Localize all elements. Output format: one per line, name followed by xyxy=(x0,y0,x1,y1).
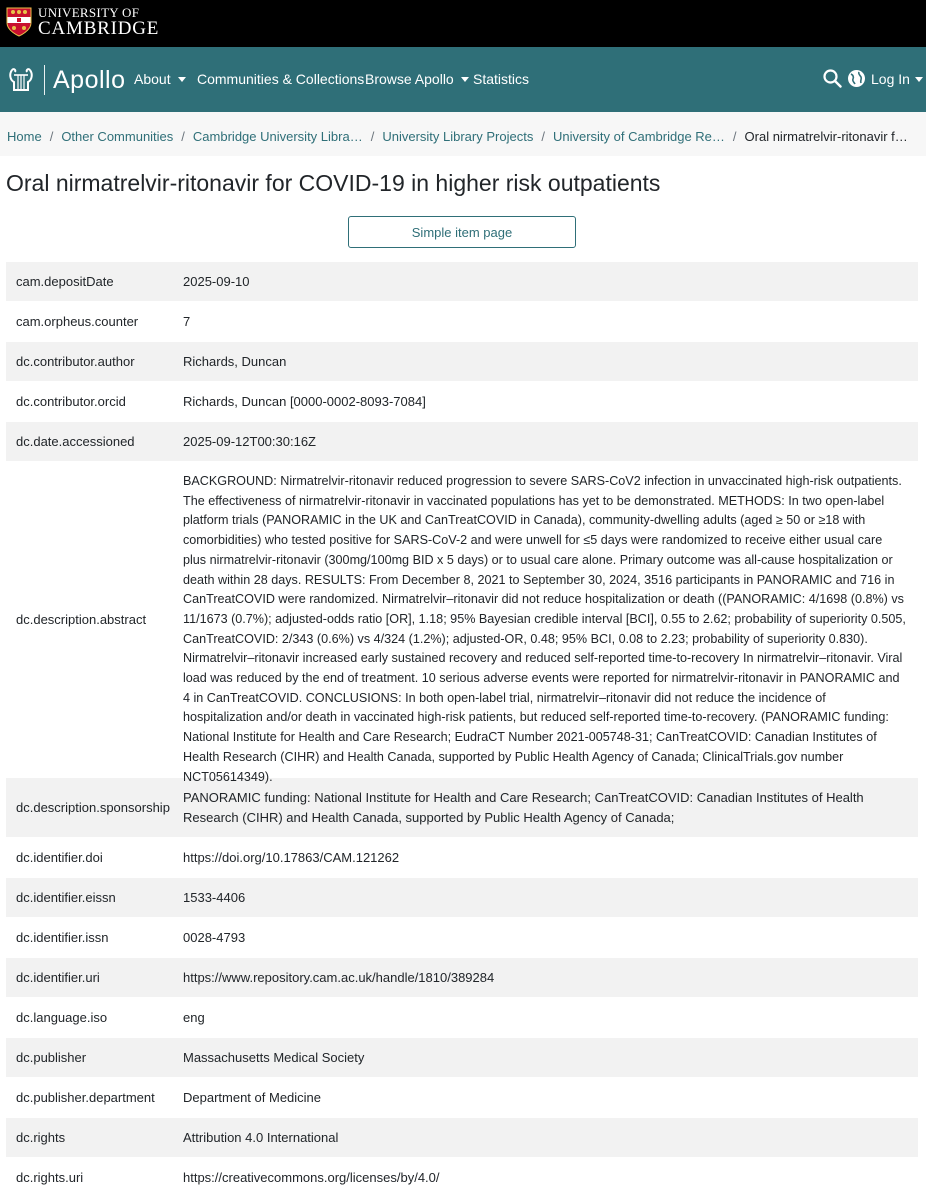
table-row xyxy=(6,1117,918,1157)
metadata-value: 0028-4793 xyxy=(183,930,246,945)
metadata-value: Richards, Duncan xyxy=(183,354,287,369)
metadata-key: dc.identifier.eissn xyxy=(16,890,116,905)
nav-communities-label: Communities & Collections xyxy=(197,71,365,87)
login-label: Log In xyxy=(871,71,910,87)
metadata-key: cam.orpheus.counter xyxy=(16,314,139,329)
simple-item-page-button[interactable]: Simple item page xyxy=(348,216,576,248)
table-row xyxy=(6,997,918,1037)
table-row xyxy=(6,917,918,957)
metadata-key: dc.publisher.department xyxy=(16,1090,155,1105)
breadcrumb-separator: / xyxy=(370,129,375,144)
chevron-down-icon xyxy=(178,77,186,82)
metadata-value: https://www.repository.cam.ac.uk/handle/1810/389284 xyxy=(183,970,495,985)
university-line1: UNIVERSITY OF xyxy=(38,5,140,20)
table-row xyxy=(6,301,918,341)
nav-browse-label: Browse Apollo xyxy=(365,71,454,87)
page-title: Oral nirmatrelvir-ritonavir for COVID-19 in higher risk outpatients xyxy=(6,170,661,196)
table-row xyxy=(6,261,918,301)
metadata-key: cam.depositDate xyxy=(16,274,114,289)
metadata-key: dc.contributor.author xyxy=(16,354,135,369)
table-row xyxy=(6,421,918,461)
metadata-key: dc.publisher xyxy=(16,1050,87,1065)
table-row xyxy=(6,1037,918,1077)
chevron-down-icon xyxy=(915,77,923,82)
cambridge-shield-icon xyxy=(6,7,32,37)
apollo-wordmark: Apollo xyxy=(53,65,126,94)
table-row xyxy=(6,461,918,784)
metadata-key: dc.description.abstract xyxy=(16,612,147,627)
breadcrumb-cambridge-library[interactable]: Cambridge University Libra… xyxy=(192,129,363,144)
breadcrumb-separator: / xyxy=(181,129,185,144)
nav-statistics-label: Statistics xyxy=(473,71,530,87)
metadata-key: dc.identifier.doi xyxy=(16,850,103,865)
metadata-value: 2025-09-10 xyxy=(183,274,250,289)
lyre-icon xyxy=(7,66,35,94)
metadata-value: Attribution 4.0 International xyxy=(183,1130,339,1145)
metadata-key: dc.identifier.uri xyxy=(16,970,100,985)
metadata-value: Richards, Duncan [0000-0002-8093-7084] xyxy=(183,394,426,409)
chevron-down-icon xyxy=(461,77,469,82)
metadata-value: Massachusetts Medical Society xyxy=(183,1050,365,1065)
metadata-value: 7 xyxy=(183,314,191,329)
metadata-key: dc.rights xyxy=(16,1130,66,1145)
metadata-value: 2025-09-12T00:30:16Z xyxy=(183,434,316,449)
metadata-key: dc.contributor.orcid xyxy=(16,394,126,409)
metadata-value: https://creativecommons.org/licenses/by/4.0/ xyxy=(183,1170,440,1185)
table-row xyxy=(6,1157,918,1197)
breadcrumb-home[interactable]: Home xyxy=(7,129,42,144)
university-line2: CAMBRIDGE xyxy=(38,18,160,39)
globe-icon[interactable] xyxy=(847,69,866,88)
nav-browse[interactable] xyxy=(365,71,469,87)
breadcrumb-university-research[interactable]: University of Cambridge Re… xyxy=(552,129,725,144)
university-header xyxy=(0,0,926,47)
metadata-key: dc.description.sponsorship xyxy=(16,800,170,815)
metadata-key: dc.date.accessioned xyxy=(16,434,135,449)
nav-statistics[interactable] xyxy=(473,71,529,87)
metadata-value: PANORAMIC funding: National Institute for Health and Care Research; CanTreatCOVID: Canadian Institutes of Health Research (CIHR) and Health Canada, supported by Public Health Agency of Canada; xyxy=(183,790,864,825)
breadcrumb xyxy=(0,112,926,156)
login-menu[interactable] xyxy=(871,71,923,87)
metadata-table xyxy=(6,261,918,1197)
breadcrumb-separator: / xyxy=(49,129,54,144)
table-row xyxy=(6,837,918,877)
logo-divider xyxy=(44,65,45,95)
breadcrumb-library-projects[interactable]: University Library Projects xyxy=(382,129,534,144)
metadata-key: dc.rights.uri xyxy=(16,1170,84,1185)
nav-about[interactable] xyxy=(134,71,186,87)
nav-communities[interactable] xyxy=(197,71,364,87)
metadata-value: BACKGROUND: Nirmatrelvir-ritonavir reduced progression to severe SARS-CoV2 infection in unvaccinated high-risk outpatients. The effectiveness of nirmatrelvir-ritonavir in vaccinated populations has yet to be demonstrated. METHODS: In two open-label platform trials (PANORAMIC in the UK and CanTreatCOVID in Canada), community-dwelling adults (aged ≥ 50 or ≥18 with comorbidities) who tested positive for SARS-CoV-2 and were unwell for ≤5 days were randomized to receive either usual care plus nirmatrelvir-ritonavir (300mg/100mg BID x 5 days) or to usual care alone. Primary outcome was all-cause hospitalization or death within 28 days. RESULTS: From December 8, 2021 to September 30, 2024, 3516 participants in PANORAMIC and 716 in CanTreatCOVID were randomized. Nirmatrelvir–ritonavir did not reduce hospitalization or death ((PANORAMIC: 4/1698 (0.8%) vs 11/1673 (0.7%); adjusted-odds ratio [OR], 1.18; 95% Bayesian credible interval [BCI], 0.55 to 2.62; probability of superiority 0.505, CanTreatCOVID: 2/343 (0.6%) vs 4/324 (1.2%); adjusted-OR, 0.48; 95% BCI, 0.08 to 2.23; probability of superiority 0.830). Nirmatrelvir–ritonavir increased early sustained recovery and reduced self-reported time-to-recovery In nirmatrelvir–ritonavir. Viral load was reduced by the end of treatment. 10 serious adverse events were reported for nirmatrelvir-ritonavir in PANORAMIC and 4 in CanTreatCOVID. CONCLUSIONS: In both open-label trial, nirmatrelvir–ritonavir did not reduce the incidence of hospitalization and/or death in vaccinated high-risk patients, but reduced self-reported time-to-recovery. (PANORAMIC funding: National Institute for Health and Care Research; EudraCT Number 2021-005748-31; CanTreatCOVID: Canadian Institutes of Health Research (CIHR) and Health Canada, supported by Public Health Agency of Canada; ClinicalTrials.gov number NCT05614349). xyxy=(183,474,906,784)
table-row xyxy=(6,877,918,917)
cambridge-logo[interactable] xyxy=(6,4,159,40)
search-icon[interactable] xyxy=(823,69,842,88)
metadata-key: dc.identifier.issn xyxy=(16,930,109,945)
main-navbar xyxy=(0,47,926,112)
table-row xyxy=(6,341,918,381)
apollo-logo[interactable] xyxy=(7,65,126,95)
breadcrumb-other-communities[interactable]: Other Communities xyxy=(61,129,174,144)
table-row xyxy=(6,1077,918,1117)
table-row xyxy=(6,957,918,997)
metadata-value: eng xyxy=(183,1010,205,1025)
metadata-value: https://doi.org/10.17863/CAM.121262 xyxy=(183,850,400,865)
breadcrumb-separator: / xyxy=(732,129,737,144)
breadcrumb-current: Oral nirmatrelvir-ritonavir f… xyxy=(744,129,908,144)
breadcrumb-separator: / xyxy=(541,129,545,144)
metadata-key: dc.language.iso xyxy=(16,1010,108,1025)
nav-about-label: About xyxy=(134,71,171,87)
table-row xyxy=(6,777,918,837)
table-row xyxy=(6,381,918,421)
metadata-value: 1533-4406 xyxy=(183,890,246,905)
metadata-value: Department of Medicine xyxy=(183,1090,322,1105)
